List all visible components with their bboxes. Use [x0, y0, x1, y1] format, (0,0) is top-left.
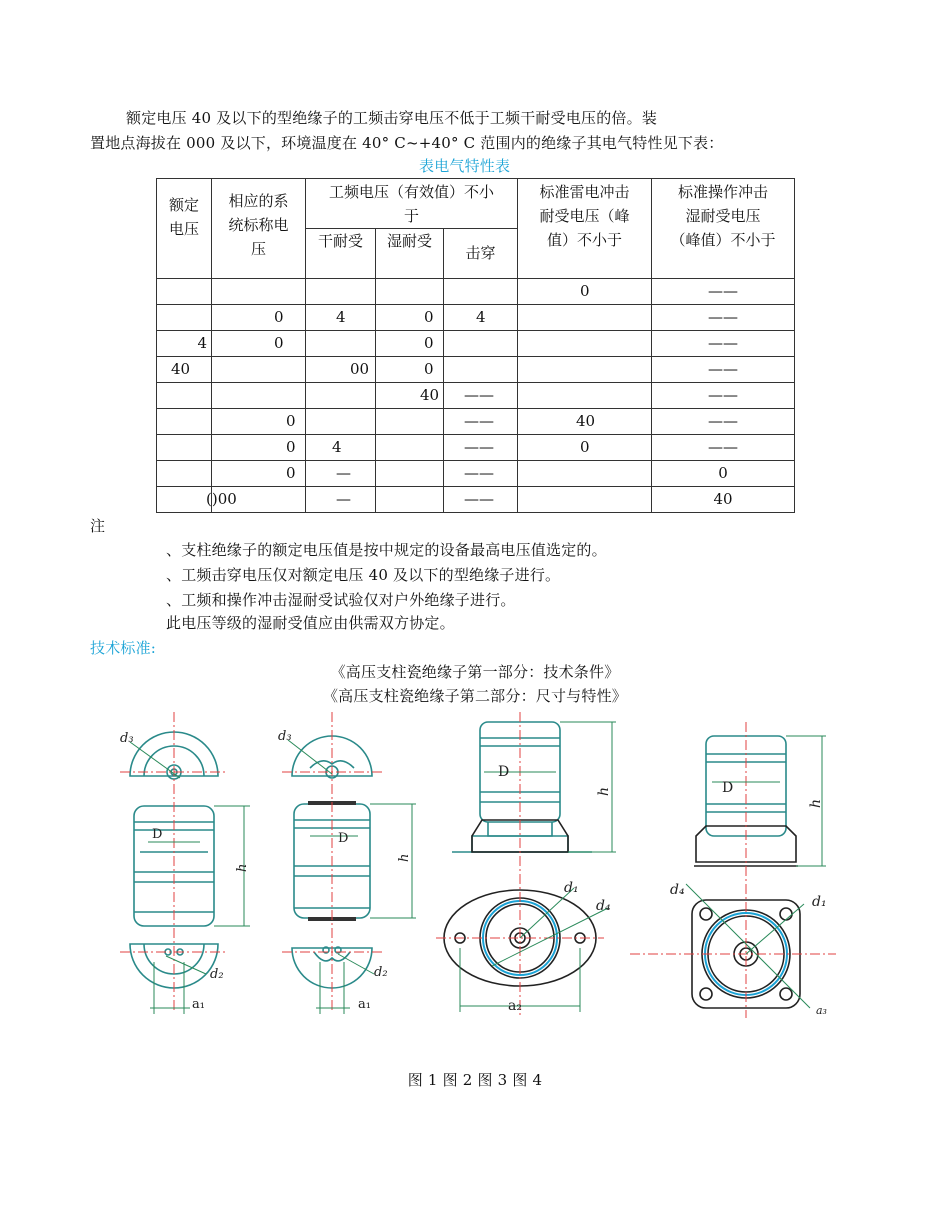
table-row [157, 461, 795, 487]
table-row [157, 487, 795, 513]
cell: —— [444, 487, 518, 513]
cell: 4 [444, 305, 518, 331]
cell [376, 487, 444, 513]
label-d4: d₄ [596, 898, 611, 914]
cell: 00 [306, 357, 376, 383]
table-row [157, 331, 795, 357]
figure-2-drawing [266, 712, 426, 1024]
table-row [157, 435, 795, 461]
header-rated-voltage: 额定 电压 [157, 179, 212, 279]
cell [212, 383, 306, 409]
cell [444, 279, 518, 305]
label-a2: a₂ [508, 998, 522, 1014]
cell: — [306, 461, 376, 487]
cell [376, 461, 444, 487]
header-switching-impulse: 标准操作冲击 湿耐受电压 （峰值）不小于 [652, 179, 795, 279]
cell [206, 487, 306, 513]
cell [518, 383, 652, 409]
table-row [157, 305, 795, 331]
cell [157, 305, 212, 331]
note-item: 、工频击穿电压仅对额定电压 40 及以下的型绝缘子进行。 [166, 566, 561, 584]
label-d1: d₁ [564, 880, 579, 896]
cell: 0 [376, 357, 444, 383]
cell: 0 [376, 331, 444, 357]
cell [157, 435, 212, 461]
cell-text: ()00 [206, 490, 237, 508]
cell: —— [444, 409, 518, 435]
note-item: 、工频和操作冲击湿耐受试验仅对户外绝缘子进行。 [166, 591, 516, 609]
table-caption: 表电气特性表 [419, 157, 511, 175]
label-d1: d₁ [812, 894, 827, 910]
cell [444, 357, 518, 383]
cell [212, 357, 306, 383]
label-D: D [498, 764, 510, 780]
header-system-voltage: 相应的系 统标称电 压 [212, 179, 306, 279]
cell: 0 [652, 461, 795, 487]
label-a1: a₁ [358, 997, 371, 1012]
cell [306, 409, 376, 435]
cell: 40 [157, 357, 212, 383]
cell: —— [652, 435, 795, 461]
label-h: h [235, 863, 250, 872]
note-item: 此电压等级的湿耐受值应由供需双方协定。 [166, 614, 455, 632]
label-d3: d₃ [278, 729, 292, 744]
cell [157, 383, 212, 409]
cell: 0 [212, 331, 306, 357]
header-lightning-impulse: 标准雷电冲击 耐受电压（峰 值）不小于 [518, 179, 652, 279]
cell: 0 [212, 409, 306, 435]
label-D: D [152, 827, 163, 842]
cell: 0 [212, 461, 306, 487]
cell: — [306, 487, 376, 513]
cell: —— [652, 279, 795, 305]
label-h: h [596, 786, 612, 796]
label-d4: d₄ [670, 882, 685, 898]
cell [157, 487, 212, 513]
standard-item: 《高压支柱瓷绝缘子第二部分：尺寸与特性》 [322, 687, 627, 705]
cell: 40 [518, 409, 652, 435]
cell: 4 [306, 305, 376, 331]
cell: 4 [306, 435, 376, 461]
cell: —— [444, 383, 518, 409]
table-row [157, 383, 795, 409]
cell [518, 357, 652, 383]
label-a1: a₁ [192, 997, 205, 1012]
label-D: D [722, 780, 734, 796]
cell [518, 487, 652, 513]
cell: —— [652, 383, 795, 409]
cell: —— [652, 331, 795, 357]
standards-heading: 技术标准: [90, 639, 157, 657]
cell [157, 461, 212, 487]
cell [518, 305, 652, 331]
cell [376, 409, 444, 435]
cell: 0 [212, 435, 306, 461]
cell: —— [652, 409, 795, 435]
header-power-frequency: 工频电压（有效值）不小 于 [306, 179, 518, 229]
header-breakdown: 击穿 [444, 229, 518, 279]
label-h: h [397, 853, 412, 862]
label-d2: d₂ [374, 965, 388, 980]
cell [306, 383, 376, 409]
figure-1-drawing [100, 712, 270, 1024]
cell: 0 [212, 305, 306, 331]
cell: —— [652, 357, 795, 383]
cell [212, 279, 306, 305]
cell: 0 [518, 435, 652, 461]
standard-item: 《高压支柱瓷绝缘子第一部分：技术条件》 [330, 663, 620, 681]
electrical-spec-table [156, 178, 795, 513]
cell [444, 331, 518, 357]
cell [306, 331, 376, 357]
intro-line-2: 置地点海拔在 000 及以下，环境温度在 40° C~+40° C 范围内的绝缘子其电气特性见下表： [90, 134, 724, 152]
cell: 0 [376, 305, 444, 331]
cell: 0 [518, 279, 652, 305]
cell: —— [444, 435, 518, 461]
cell [518, 461, 652, 487]
label-d2: d₂ [210, 967, 224, 982]
cell [157, 409, 212, 435]
table-row [157, 357, 795, 383]
header-wet-withstand: 湿耐受 [376, 229, 444, 279]
table-row [157, 409, 795, 435]
label-h: h [808, 798, 824, 808]
figure-3-drawing [432, 712, 632, 1024]
cell [376, 435, 444, 461]
cell: —— [652, 305, 795, 331]
label-D: D [338, 831, 349, 846]
intro-line-1: 额定电压 40 及以下的型绝缘子的工频击穿电压不低于工频干耐受电压的倍。装 [126, 109, 658, 127]
label-d3: d₃ [120, 731, 134, 746]
label-a3: a₃ [816, 1004, 827, 1017]
cell [306, 279, 376, 305]
note-item: 、支柱绝缘子的额定电压值是按中规定的设备最高电压值选定的。 [166, 541, 607, 559]
figure-caption: 图 1 图 2 图 3 图 4 [407, 1071, 543, 1089]
cell [157, 279, 212, 305]
cell: —— [444, 461, 518, 487]
table-row [157, 279, 795, 305]
figure-4-drawing [630, 712, 840, 1024]
cell: 40 [376, 383, 444, 409]
cell [518, 331, 652, 357]
notes-label: 注 [90, 517, 106, 535]
cell [376, 279, 444, 305]
cell: 40 [652, 487, 795, 513]
header-dry-withstand: 干耐受 [306, 229, 376, 279]
cell: 4 [157, 331, 212, 357]
